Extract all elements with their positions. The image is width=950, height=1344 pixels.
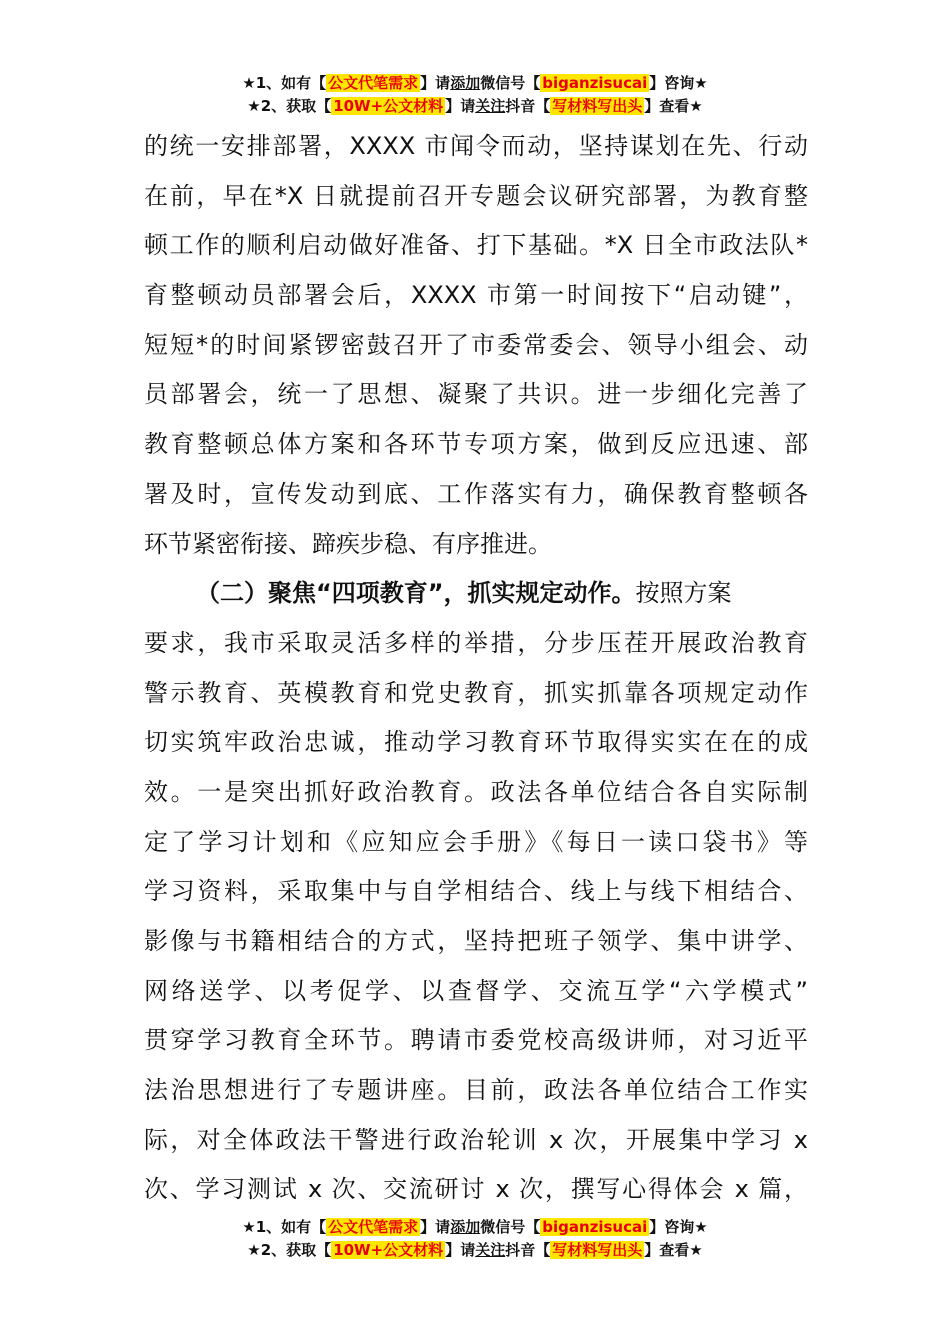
body-line: 顿工作的顺利启动做好准备、打下基础。*X 日全市政法队* <box>144 231 808 260</box>
banner-text: 添加 <box>450 1218 481 1236</box>
body-line: 次、学习测试 x 次、交流研讨 x 次，撰写心得体会 x 篇， <box>144 1175 808 1204</box>
banner-text: ★2、获取【 <box>247 97 332 115</box>
body-line: 际，对全体政法干警进行政治轮训 x 次，开展集中学习 x <box>144 1125 808 1154</box>
highlight-douyin: 写材料写出头 <box>552 1241 643 1259</box>
banner-text: 】咨询★ <box>649 74 708 92</box>
banner-text: 抖音【 <box>505 1241 551 1259</box>
banner-text: 】请 <box>445 1241 476 1259</box>
banner-text: 】请 <box>420 1218 451 1236</box>
body-line: 学习资料，采取集中与自学相结合、线上与线下相结合、 <box>144 877 808 906</box>
banner-text: 】查看★ <box>644 1241 703 1259</box>
banner-text: 抖音【 <box>505 97 551 115</box>
highlight-materials: 10W+公文材料 <box>333 1241 444 1259</box>
body-line: 环节紧密衔接、蹄疾步稳、有序推进。 <box>144 529 552 558</box>
body-line: 短短*的时间紧锣密鼓召开了市委常委会、领导小组会、动 <box>144 330 808 359</box>
banner-text: 】请 <box>420 74 451 92</box>
banner-text: 添加 <box>450 74 481 92</box>
body-line: 署及时，宣传发动到底、工作落实有力，确保教育整顿各 <box>144 479 808 508</box>
highlight-service: 公文代笔需求 <box>328 74 419 92</box>
banner-text: 关注 <box>475 1241 506 1259</box>
body-line: 网络送学、以考促学、以查督学、交流互学“六学模式” <box>144 976 808 1005</box>
body-line: 要求，我市采取灵活多样的举措，分步压茬开展政治教育 <box>144 628 808 657</box>
body-line: 贯穿学习教育全环节。聘请市委党校高级讲师，对习近平 <box>144 1026 808 1055</box>
highlight-douyin: 写材料写出头 <box>552 97 643 115</box>
banner-text: ★2、获取【 <box>247 1241 332 1259</box>
body-line: 影像与书籍相结合的方式，坚持把班子领学、集中讲学、 <box>144 927 808 955</box>
banner-line-1 <box>0 1216 950 1239</box>
body-line: 警示教育、英模教育和党史教育，抓实抓靠各项规定动作 <box>144 678 808 707</box>
banner-text: 】咨询★ <box>649 1218 708 1236</box>
banner-text: 】请 <box>445 97 476 115</box>
body-line: 法治思想进行了专题讲座。目前，政法各单位结合工作实 <box>144 1076 808 1105</box>
banner-text: 微信号【 <box>480 74 541 92</box>
body-text: 按照方案 <box>635 579 732 608</box>
header-banner <box>0 72 950 118</box>
banner-line-2 <box>0 95 950 118</box>
body-line: 员部署会，统一了思想、凝聚了共识。进一步细化完善了 <box>144 380 808 409</box>
body-line: 切实筑牢政治忠诚，推动学习教育环节取得实实在在的成 <box>144 728 808 757</box>
banner-text: 微信号【 <box>480 1218 541 1236</box>
highlight-service: 公文代笔需求 <box>328 1218 419 1236</box>
document-body <box>144 122 808 1215</box>
banner-text: ★1、如有【 <box>242 1218 327 1236</box>
highlight-wechat-id: biganzisucai <box>542 74 648 92</box>
banner-text: ★1、如有【 <box>242 74 327 92</box>
body-line: 教育整顿总体方案和各环节专项方案，做到反应迅速、部 <box>144 430 808 459</box>
highlight-materials: 10W+公文材料 <box>333 97 444 115</box>
body-line: 效。一是突出抓好政治教育。政法各单位结合各自实际制 <box>144 777 808 806</box>
section-heading-line <box>144 569 808 619</box>
banner-line-1 <box>0 72 950 95</box>
section-heading: （二）聚焦“四项教育”，抓实规定动作。 <box>196 579 636 608</box>
banner-line-2 <box>0 1239 950 1262</box>
banner-text: 】查看★ <box>644 97 703 115</box>
banner-text: 关注 <box>475 97 506 115</box>
highlight-wechat-id: biganzisucai <box>542 1218 648 1236</box>
body-line: 在前，早在*X 日就提前召开专题会议研究部署，为教育整 <box>144 181 808 210</box>
body-line: 育整顿动员部署会后，XXXX 市第一时间按下“启动键”， <box>144 281 808 310</box>
body-line: 定了学习计划和《应知应会手册》《每日一读口袋书》等 <box>144 827 808 856</box>
body-line: 的统一安排部署，XXXX 市闻令而动，坚持谋划在先、行动 <box>144 132 808 160</box>
footer-banner <box>0 1216 950 1262</box>
